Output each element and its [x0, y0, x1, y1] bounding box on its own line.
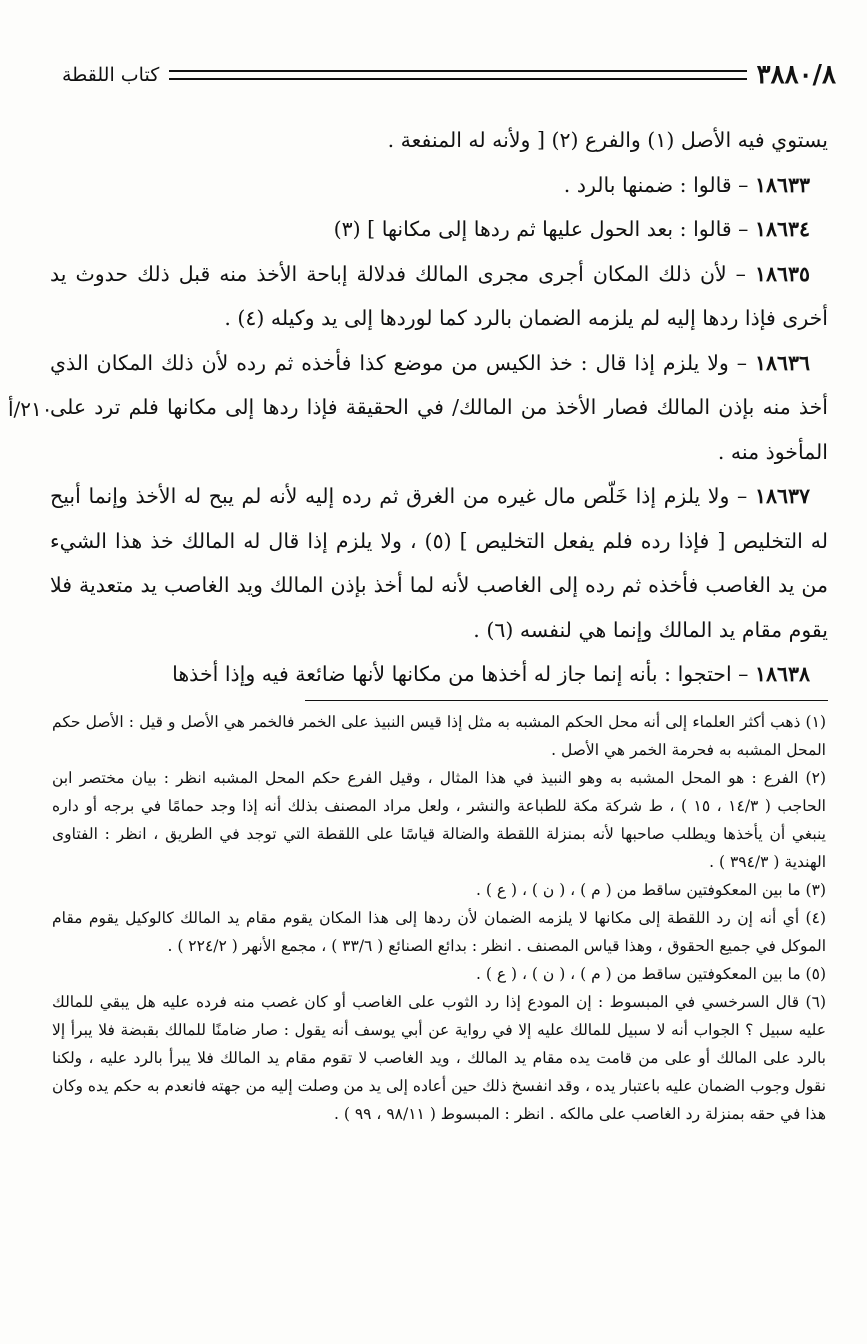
paragraph — [50, 341, 828, 475]
paragraph — [50, 163, 828, 208]
running-header — [62, 58, 836, 92]
page-number: ٣٨٨٠/٨ — [756, 60, 836, 90]
footnote: (٣) ما بين المعكوفتين ساقط من ( م ) ، ( ن ) ، ( ع ) . — [476, 881, 826, 899]
header-rule — [169, 70, 746, 80]
footnote: (٥) ما بين المعكوفتين ساقط من ( م ) ، ( ن ) ، ( ع ) . — [476, 965, 826, 983]
paragraph-text: – قالوا : بعد الحول عليها ثم ردها إلى مكانها ] (٣) — [333, 217, 755, 241]
paragraph-number: ١٨٦٣٤ — [754, 217, 810, 241]
margin-folio-reference: ٢١٠/أ — [8, 397, 53, 421]
footnote: (٤) أي أنه إن رد اللقطة إلى مكانها لا يلزمه الضمان لأن ردها إلى هذا المكان يقوم مقام يد المالك كالوكيل يقوم مقام الموكل في جميع الحقوق ، وهذا قياس المصنف . انظر : بدائع الصنائع ( ٣٣/٦ ) ، مجمع الأنهر ( ٢٢٤/٢ ) . — [52, 909, 826, 955]
footnotes — [52, 708, 826, 1128]
paragraph-text: – لأن ذلك المكان أجرى مجرى المالك فدلالة إباحة الأخذ منه قبل ذلك حدوث يد أخرى فإذا ردها إليه لم يلزمه الضمان بالرد كما لوردها إلى يد وكيله (٤) . — [50, 261, 828, 330]
paragraph-number: ١٨٦٣٨ — [754, 662, 810, 686]
paragraph-text: – احتجوا : بأنه إنما جاز له أخذها من مكانها لأنها ضائعة فيه وإذا أخذها — [172, 662, 755, 686]
footnote: (٢) الفرع : هو المحل المشبه به وهو النبيذ في هذا المثال ، وقيل الفرع حكم المحل المشبه انظر : بيان مختصر ابن الحاجب ( ١٤/٣ ، ١٥ ) ، ط شركة مكة للطباعة والنشر ، ولعل مراد المصنف بذلك أنه إذا وجد حمامًا في برجه أو داره ينبغي أن يأخذها ويطلب صاحبها لأنه بمنزلة اللقطة والضالة قياسًا على اللقطة التي توجد في الطريق ، انظر : الفتاوى الهندية ( ٣٩٤/٣ ) . — [52, 769, 826, 871]
book-title: كتاب اللقطة — [62, 64, 160, 86]
paragraph-text: – ولا يلزم إذا خَلّص مال غيره من الغرق ثم رده إليه لأنه لم يبح له الأخذ وإنما أبيح له التخليص [ فإذا رده فلم يفعل التخليص ] (٥) ، ولا يلزم إذا قال له المالك خذ هذا الشيء من يد الغاصب فأخذه ثم رده إلى الغاصب لأنه لما أخذ بإذن المالك ويد الغاصب يد متعدية فلا يقوم مقام يد المالك وإنما هي لنفسه (٦) . — [50, 484, 829, 642]
paragraph-text: – ولا يلزم إذا قال : خذ الكيس من موضع كذا فأخذه ثم رده لأن ذلك المكان الذي أخذ منه بإذن المالك فصار الأخذ من المالك/ في الحقيقة فإذا ردها إلى مكانها فلم ترد على المأخوذ منه . — [50, 350, 828, 464]
paragraph-number: ١٨٦٣٣ — [754, 172, 810, 197]
paragraph — [50, 474, 828, 652]
footnote: (١) ذهب أكثر العلماء إلى أنه محل الحكم المشبه به مثل إذا قيس النبيذ على الخمر فالخمر هي الأصل و قيل : الأصل حكم المحل المشبه به فحرمة الخمر هي الأصل . — [52, 713, 826, 759]
footnote: (٦) قال السرخسي في المبسوط : إن المودع إذا رد الثوب على الغاصب أو كان غصب منه فرده عليه هل يبقي للمالك عليه سبيل ؟ الجواب أنه لا سبيل للمالك عليه إلا في رواية عن أبي يوسف أنه يقول : صار ضامنًا للمالك بقبضة فلا يبرأ إلا بالرد على المالك أو على من قامت يده مقام يد المالك ، ويد الغاصب لا تقوم مقام يد المالك فلا يبرأ بالرد عليه ، ولكنا نقول وجوب الضمان عليه باعتبار يده ، وقد انفسخ ذلك حين أعاده إلى يد من وصلت إليه من جهته فانعدم به حكم يده وكان هذا في حقه بمنزلة رد الغاصب على مالكه . انظر : المبسوط ( ٩٨/١١ ، ٩٩ ) . — [52, 993, 826, 1123]
paragraph-number: ١٨٦٣٥ — [754, 261, 810, 286]
paragraph — [50, 252, 828, 341]
paragraph-number: ١٨٦٣٦ — [754, 350, 810, 375]
footnote-separator — [305, 700, 828, 701]
intro-line: يستوي فيه الأصل (١) والفرع (٢) [ ولأنه له المنفعة . — [387, 128, 828, 152]
main-text — [50, 118, 828, 697]
paragraph — [50, 207, 828, 252]
paragraph-number: ١٨٦٣٧ — [754, 484, 810, 508]
paragraph-text: – قالوا : ضمنها بالرد . — [563, 172, 755, 197]
paragraph — [50, 652, 828, 697]
